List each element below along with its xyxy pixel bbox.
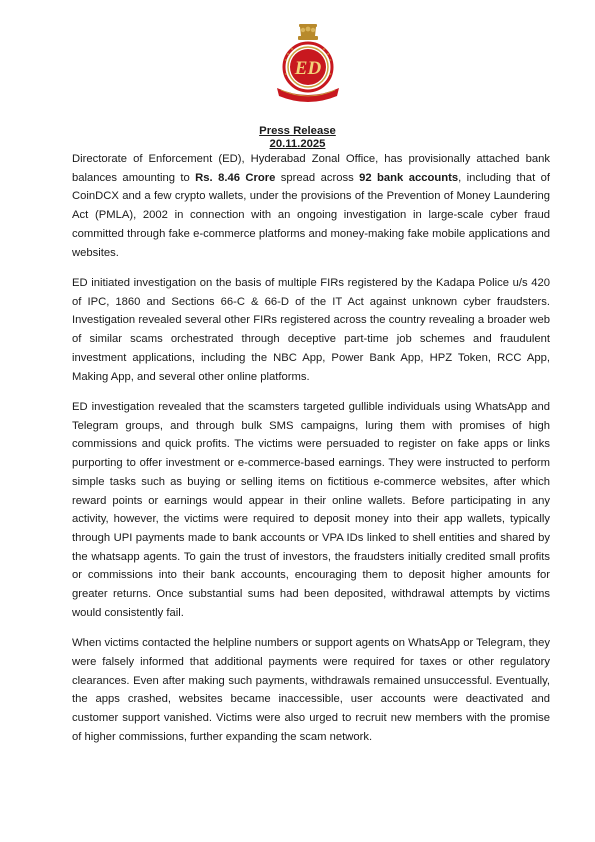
release-date: 20.11.2025 bbox=[269, 138, 326, 150]
paragraph-4: When victims contacted the helpline numbers or support agents on WhatsApp or Telegram, they were falsely informed that additional payments were required for taxes or other regulatory clearances. Even after making such payments, withdrawals remained unsuccessful. Eventually, the apps crashed, websites became inaccessible, user accounts were deactivated and customer support vanished. Victims were also urged to recruit new members with the promise of higher commissions, further expanding the scam network. bbox=[72, 637, 550, 743]
paragraph-1: Directorate of Enforcement (ED), Hyderabad Zonal Office, has provisionally attached bank balances amounting to Rs. 8.46 Crore spread across 92 bank accounts, including that of CoinDCX and a few crypto wallets, under the provisions of the Prevention of Money Laundering Act (PMLA), 2002 in connection with an ongoing investigation in large-scale cyber fraud committed through fake e-commerce platforms and money-making fake mobile applications and websites. bbox=[72, 153, 550, 259]
page-title: Press Release bbox=[259, 125, 336, 137]
bank-account-count: 92 bank accounts bbox=[359, 171, 459, 184]
paragraph-2: ED initiated investigation on the basis of multiple FIRs registered by the Kadapa Police u/s 420 of IPC, 1860 and Sections 66-C & 66-D of the IT Act against unknown cyber fraudsters. Investigation revealed several other FIRs registered across the country revealing a broader web of similar scams orchestrated through deceptive part-time job schemes and fraudulent investment applications, including the NBC App, Power Bank App, HPZ Token, RCC App, Making App, and several other online platforms. bbox=[72, 277, 550, 383]
attached-amount: Rs. 8.46 Crore bbox=[195, 171, 276, 184]
enforcement-directorate-emblem-icon bbox=[267, 22, 349, 106]
paragraph-3: ED investigation revealed that the scamsters targeted gullible individuals using WhatsApp and Telegram groups, and through bulk SMS campaigns, luring them with promises of high commissions and quick profits. The victims were persuaded to register on fake apps or links purporting to offer investment or e-commerce-based earnings. They were instructed to perform simple tasks such as buying or selling items on fictitious e-commerce websites, after which reward points or earnings would appear in their online wallets. Before participating in any activity, however, the victims were required to deposit money into their app wallets, typically through UPI payments made to bank accounts or VPA IDs linked to shell entities and shared by the whatsapp agents. To gain the trust of investors, the fraudsters initially credited small profits or commissions into their bank accounts, encouraging them to deposit higher amounts for greater returns. Once substantial sums had been deposited, withdrawal attempts by victims would consistently fail. bbox=[72, 401, 550, 619]
press-release-body bbox=[72, 150, 550, 758]
emblem-monogram: ED bbox=[294, 58, 322, 79]
